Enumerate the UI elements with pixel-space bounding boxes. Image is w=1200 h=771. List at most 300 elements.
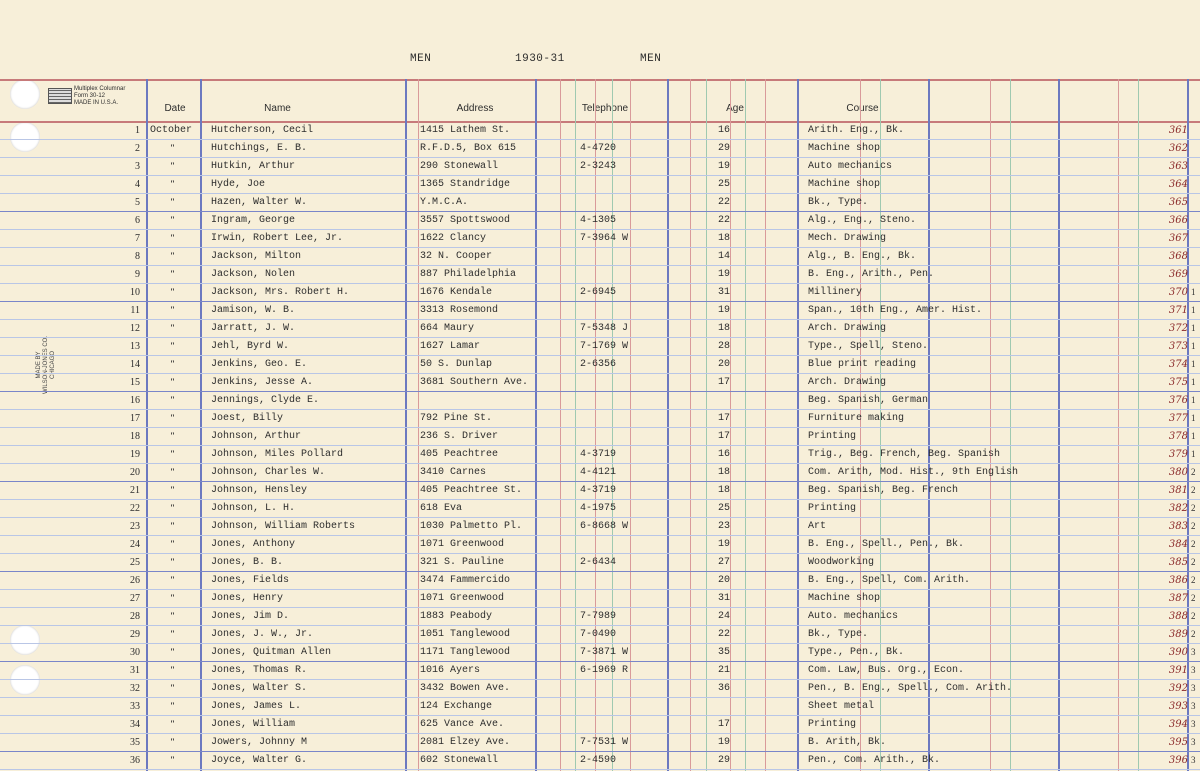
address-cell: 664 Maury: [420, 323, 475, 334]
name-cell: Jarratt, J. W.: [211, 323, 296, 334]
handwritten-record-number: 364: [1168, 179, 1188, 190]
course-cell: Furniture making: [808, 413, 905, 424]
name-cell: Jones, William: [211, 719, 296, 730]
table-row: [0, 229, 1200, 248]
ditto-mark: ": [170, 719, 175, 729]
course-cell: Arch. Drawing: [808, 323, 887, 334]
age-cell: 17: [718, 431, 731, 442]
handwritten-record-number: 388: [1168, 611, 1188, 622]
address-cell: 602 Stonewall: [420, 755, 499, 766]
table-row: [0, 751, 1200, 770]
age-cell: 23: [718, 521, 731, 532]
age-cell: 22: [718, 215, 731, 226]
age-cell: 21: [718, 665, 731, 676]
address-cell: 321 S. Pauline: [420, 557, 505, 568]
row-number: 30: [130, 647, 140, 658]
row-number: 5: [135, 197, 140, 208]
telephone-cell: 2-6434: [580, 557, 617, 568]
ditto-mark: ": [170, 701, 175, 711]
telephone-cell: 4-1305: [580, 215, 617, 226]
age-cell: 16: [718, 125, 731, 136]
row-number: 24: [130, 539, 140, 550]
age-cell: 22: [718, 197, 731, 208]
maker-line-3: CHICAGO: [50, 351, 56, 380]
edge-digit: 2: [1191, 539, 1196, 549]
ditto-mark: ": [170, 287, 175, 297]
row-number: 1: [135, 125, 140, 136]
telephone-cell: 7-3964 W: [580, 233, 629, 244]
age-cell: 18: [718, 233, 731, 244]
course-cell: Blue print reading: [808, 359, 917, 370]
name-cell: Jehl, Byrd W.: [211, 341, 290, 352]
course-cell: Com. Arith, Mod. Hist., 9th English: [808, 467, 1019, 478]
address-cell: 1365 Standridge: [420, 179, 511, 190]
row-number: 26: [130, 575, 140, 586]
edge-digit: 3: [1191, 665, 1196, 675]
column-header-band: [0, 79, 1200, 123]
course-cell: Pen., B. Eng., Spell., Com. Arith.: [808, 683, 1013, 694]
column-header-date: Date: [164, 103, 186, 114]
ditto-mark: ": [170, 305, 175, 315]
handwritten-record-number: 396: [1168, 755, 1188, 766]
row-number: 14: [130, 359, 140, 370]
course-cell: Beg. Spanish, German: [808, 395, 929, 406]
table-row: [0, 265, 1200, 284]
column-header-name: Name: [264, 103, 291, 114]
telephone-cell: 2-4590: [580, 755, 617, 766]
table-row: [0, 517, 1200, 536]
age-cell: 36: [718, 683, 731, 694]
edge-digit: 1: [1191, 413, 1196, 423]
address-cell: 887 Philadelphia: [420, 269, 517, 280]
table-row: [0, 193, 1200, 212]
row-number: 19: [130, 449, 140, 460]
course-cell: Machine shop: [808, 143, 881, 154]
row-number: 4: [135, 179, 140, 190]
handwritten-record-number: 366: [1168, 215, 1188, 226]
address-cell: 625 Vance Ave.: [420, 719, 505, 730]
row-number: 9: [135, 269, 140, 280]
age-cell: 17: [718, 377, 731, 388]
table-row: [0, 157, 1200, 176]
table-row: [0, 715, 1200, 734]
telephone-cell: 2-6356: [580, 359, 617, 370]
name-cell: Jennings, Clyde E.: [211, 395, 320, 406]
ditto-mark: ": [170, 611, 175, 621]
name-cell: Jones, Thomas R.: [211, 665, 308, 676]
address-cell: 3474 Fammercido: [420, 575, 511, 586]
address-cell: 405 Peachtree St.: [420, 485, 523, 496]
age-cell: 20: [718, 575, 731, 586]
ditto-mark: ": [170, 341, 175, 351]
row-number: 17: [130, 413, 140, 424]
column-header-address: Address: [456, 103, 494, 114]
course-cell: Printing: [808, 431, 857, 442]
name-cell: Hyde, Joe: [211, 179, 266, 190]
header-left-label: MEN: [410, 53, 432, 65]
name-cell: Jackson, Mrs. Robert H.: [211, 287, 350, 298]
course-cell: Sheet metal: [808, 701, 875, 712]
name-cell: Jowers, Johnny M: [211, 737, 308, 748]
name-cell: Jones, Anthony: [211, 539, 296, 550]
edge-digit: 1: [1191, 287, 1196, 297]
handwritten-record-number: 370: [1168, 287, 1188, 298]
telephone-cell: 7-7989: [580, 611, 617, 622]
handwritten-record-number: 365: [1168, 197, 1188, 208]
row-number: 34: [130, 719, 140, 730]
age-cell: 18: [718, 485, 731, 496]
course-cell: B. Arith, Bk.: [808, 737, 887, 748]
age-cell: 19: [718, 269, 731, 280]
edge-digit: 3: [1191, 683, 1196, 693]
handwritten-record-number: 382: [1168, 503, 1188, 514]
name-cell: Johnson, Miles Pollard: [211, 449, 344, 460]
form-line-1: Multiplex Columnar: [74, 86, 126, 92]
row-number: 23: [130, 521, 140, 532]
course-cell: Alg., B. Eng., Bk.: [808, 251, 917, 262]
handwritten-record-number: 362: [1168, 143, 1188, 154]
course-cell: B. Eng., Spell., Pen., Bk.: [808, 539, 965, 550]
name-cell: Johnson, William Roberts: [211, 521, 356, 532]
course-cell: Span., 10th Eng., Amer. Hist.: [808, 305, 983, 316]
edge-digit: 3: [1191, 701, 1196, 711]
age-cell: 16: [718, 449, 731, 460]
table-row: [0, 697, 1200, 716]
course-cell: B. Eng., Arith., Pen.: [808, 269, 935, 280]
course-cell: Arith. Eng., Bk.: [808, 125, 905, 136]
form-line-3: MADE IN U.S.A.: [74, 100, 119, 106]
row-number: 16: [130, 395, 140, 406]
table-row: [0, 535, 1200, 554]
ditto-mark: ": [170, 503, 175, 513]
ditto-mark: ": [170, 251, 175, 261]
ditto-mark: ": [170, 665, 175, 675]
address-cell: 1676 Kendale: [420, 287, 493, 298]
edge-digit: 2: [1191, 521, 1196, 531]
age-cell: 14: [718, 251, 731, 262]
name-cell: Jamison, W. B.: [211, 305, 296, 316]
age-cell: 19: [718, 737, 731, 748]
course-cell: Bk., Type.: [808, 197, 869, 208]
row-number: 20: [130, 467, 140, 478]
ditto-mark: ": [170, 233, 175, 243]
age-cell: 29: [718, 143, 731, 154]
form-label: [74, 86, 125, 107]
name-cell: Jones, Jim D.: [211, 611, 290, 622]
table-row: [0, 121, 1200, 140]
address-cell: 3681 Southern Ave.: [420, 377, 529, 388]
course-cell: Bk., Type.: [808, 629, 869, 640]
telephone-cell: 4-4720: [580, 143, 617, 154]
name-cell: Johnson, Arthur: [211, 431, 302, 442]
telephone-cell: 4-4121: [580, 467, 617, 478]
course-cell: Printing: [808, 503, 857, 514]
row-number: 11: [130, 305, 140, 316]
header-right-label: MEN: [640, 53, 662, 65]
ditto-mark: ": [170, 323, 175, 333]
address-cell: 1627 Lamar: [420, 341, 481, 352]
address-cell: 1071 Greenwood: [420, 593, 505, 604]
table-row: [0, 301, 1200, 320]
name-cell: Jones, Walter S.: [211, 683, 308, 694]
column-header-telephone: Telephone: [581, 103, 629, 114]
name-cell: Jenkins, Jesse A.: [211, 377, 314, 388]
table-row: [0, 139, 1200, 158]
telephone-cell: 7-3871 W: [580, 647, 629, 658]
table-row: [0, 355, 1200, 374]
table-row: [0, 733, 1200, 752]
telephone-cell: 7-0490: [580, 629, 617, 640]
row-number: 21: [130, 485, 140, 496]
address-cell: 1051 Tanglewood: [420, 629, 511, 640]
address-cell: 1622 Clancy: [420, 233, 487, 244]
handwritten-record-number: 368: [1168, 251, 1188, 262]
table-row: [0, 643, 1200, 662]
row-number: 7: [135, 233, 140, 244]
age-cell: 31: [718, 593, 731, 604]
age-cell: 18: [718, 323, 731, 334]
name-cell: Jones, Henry: [211, 593, 284, 604]
handwritten-record-number: 361: [1168, 125, 1188, 136]
handwritten-record-number: 376: [1168, 395, 1188, 406]
age-cell: 17: [718, 413, 731, 424]
ditto-mark: ": [170, 269, 175, 279]
address-cell: 50 S. Dunlap: [420, 359, 493, 370]
edge-digit: 2: [1191, 503, 1196, 513]
telephone-cell: 6-1969 R: [580, 665, 629, 676]
edge-digit: 2: [1191, 485, 1196, 495]
table-row: [0, 283, 1200, 302]
row-number: 6: [135, 215, 140, 226]
table-row: [0, 391, 1200, 410]
row-number: 35: [130, 737, 140, 748]
age-cell: 18: [718, 467, 731, 478]
name-cell: Jones, B. B.: [211, 557, 284, 568]
edge-digit: 2: [1191, 629, 1196, 639]
maker-line-1: MADE BY: [36, 351, 42, 379]
ditto-mark: ": [170, 683, 175, 693]
wilson-jones-logo-icon: [48, 88, 72, 104]
ditto-mark: ": [170, 377, 175, 387]
row-number: 12: [130, 323, 140, 334]
handwritten-record-number: 372: [1168, 323, 1188, 334]
age-cell: 24: [718, 611, 731, 622]
ditto-mark: ": [170, 557, 175, 567]
edge-digit: 2: [1191, 593, 1196, 603]
table-row: [0, 463, 1200, 482]
address-cell: 618 Eva: [420, 503, 463, 514]
table-row: [0, 337, 1200, 356]
address-cell: Y.M.C.A.: [420, 197, 469, 208]
handwritten-record-number: 381: [1168, 485, 1188, 496]
edge-digit: 2: [1191, 467, 1196, 477]
ditto-mark: ": [170, 593, 175, 603]
name-cell: Jones, James L.: [211, 701, 302, 712]
address-cell: 1883 Peabody: [420, 611, 493, 622]
edge-digit: 3: [1191, 647, 1196, 657]
name-cell: Hutcherson, Cecil: [211, 125, 314, 136]
course-cell: Machine shop: [808, 179, 881, 190]
handwritten-record-number: 369: [1168, 269, 1188, 280]
handwritten-record-number: 395: [1168, 737, 1188, 748]
row-number: 32: [130, 683, 140, 694]
age-cell: 35: [718, 647, 731, 658]
course-cell: Type., Pen., Bk.: [808, 647, 905, 658]
edge-digit: 2: [1191, 575, 1196, 585]
course-cell: Pen., Com. Arith., Bk.: [808, 755, 941, 766]
handwritten-record-number: 389: [1168, 629, 1188, 640]
address-cell: 2081 Elzey Ave.: [420, 737, 511, 748]
name-cell: Ingram, George: [211, 215, 296, 226]
column-header-age: Age: [726, 103, 744, 114]
row-number: 18: [130, 431, 140, 442]
course-cell: Beg. Spanish, Beg. French: [808, 485, 959, 496]
course-cell: Com. Law, Bus. Org., Econ.: [808, 665, 965, 676]
handwritten-record-number: 394: [1168, 719, 1188, 730]
age-cell: 29: [718, 755, 731, 766]
handwritten-record-number: 373: [1168, 341, 1188, 352]
edge-digit: 2: [1191, 611, 1196, 621]
handwritten-record-number: 385: [1168, 557, 1188, 568]
course-cell: Trig., Beg. French, Beg. Spanish: [808, 449, 1001, 460]
age-cell: 17: [718, 719, 731, 730]
handwritten-record-number: 392: [1168, 683, 1188, 694]
row-number: 3: [135, 161, 140, 172]
row-number: 2: [135, 143, 140, 154]
age-cell: 19: [718, 539, 731, 550]
ditto-mark: ": [170, 575, 175, 585]
table-row: [0, 679, 1200, 698]
handwritten-record-number: 380: [1168, 467, 1188, 478]
telephone-cell: 7-7531 W: [580, 737, 629, 748]
handwritten-record-number: 363: [1168, 161, 1188, 172]
table-row: [0, 499, 1200, 518]
address-cell: 1415 Lathem St.: [420, 125, 511, 136]
edge-digit: 1: [1191, 449, 1196, 459]
edge-digit: 1: [1191, 431, 1196, 441]
handwritten-record-number: 371: [1168, 305, 1188, 316]
course-cell: Alg., Eng., Steno.: [808, 215, 917, 226]
table-row: [0, 427, 1200, 446]
address-cell: R.F.D.5, Box 615: [420, 143, 517, 154]
name-cell: Joyce, Walter G.: [211, 755, 308, 766]
address-cell: 3432 Bowen Ave.: [420, 683, 511, 694]
ditto-mark: ": [170, 467, 175, 477]
address-cell: 32 N. Cooper: [420, 251, 493, 262]
ditto-mark: ": [170, 539, 175, 549]
edge-digit: 1: [1191, 305, 1196, 315]
course-cell: Arch. Drawing: [808, 377, 887, 388]
row-number: 22: [130, 503, 140, 514]
header-year: 1930-31: [515, 53, 565, 65]
ditto-mark: ": [170, 359, 175, 369]
address-cell: 1016 Ayers: [420, 665, 481, 676]
address-cell: 236 S. Driver: [420, 431, 499, 442]
ditto-mark: ": [170, 485, 175, 495]
row-number: 31: [130, 665, 140, 676]
name-cell: Jones, Fields: [211, 575, 290, 586]
ditto-mark: ": [170, 449, 175, 459]
handwritten-record-number: 375: [1168, 377, 1188, 388]
ditto-mark: ": [170, 197, 175, 207]
telephone-cell: 7-5348 J: [580, 323, 629, 334]
ditto-mark: ": [170, 521, 175, 531]
course-cell: Printing: [808, 719, 857, 730]
address-cell: 3557 Spottswood: [420, 215, 511, 226]
telephone-cell: 2-6945: [580, 287, 617, 298]
telephone-cell: 4-1975: [580, 503, 617, 514]
name-cell: Irwin, Robert Lee, Jr.: [211, 233, 344, 244]
table-row: [0, 211, 1200, 230]
ditto-mark: ": [170, 413, 175, 423]
course-cell: Auto. mechanics: [808, 611, 899, 622]
name-cell: Jones, J. W., Jr.: [211, 629, 314, 640]
column-header-course: Course: [846, 103, 879, 114]
name-cell: Johnson, Charles W.: [211, 467, 326, 478]
table-row: [0, 445, 1200, 464]
table-row: [0, 409, 1200, 428]
ditto-mark: ": [170, 647, 175, 657]
table-row: [0, 571, 1200, 590]
course-cell: Millinery: [808, 287, 863, 298]
table-row: [0, 481, 1200, 500]
handwritten-record-number: 377: [1168, 413, 1188, 424]
edge-digit: 3: [1191, 755, 1196, 765]
edge-digit: 2: [1191, 557, 1196, 567]
ditto-mark: ": [170, 161, 175, 171]
address-cell: 1071 Greenwood: [420, 539, 505, 550]
date-cell: October: [150, 125, 193, 136]
ditto-mark: ": [170, 143, 175, 153]
handwritten-record-number: 393: [1168, 701, 1188, 712]
handwritten-record-number: 383: [1168, 521, 1188, 532]
handwritten-record-number: 367: [1168, 233, 1188, 244]
course-cell: Type., Spell, Steno.: [808, 341, 929, 352]
handwritten-record-number: 384: [1168, 539, 1188, 550]
age-cell: 25: [718, 179, 731, 190]
telephone-cell: 7-1769 W: [580, 341, 629, 352]
edge-digit: 1: [1191, 341, 1196, 351]
ditto-mark: ": [170, 755, 175, 765]
address-cell: 290 Stonewall: [420, 161, 499, 172]
row-number: 29: [130, 629, 140, 640]
edge-digit: 3: [1191, 737, 1196, 747]
table-row: [0, 553, 1200, 572]
telephone-cell: 4-3719: [580, 485, 617, 496]
age-cell: 25: [718, 503, 731, 514]
telephone-cell: 2-3243: [580, 161, 617, 172]
address-cell: 1030 Palmetto Pl.: [420, 521, 523, 532]
name-cell: Jackson, Nolen: [211, 269, 296, 280]
age-cell: 22: [718, 629, 731, 640]
row-number: 10: [130, 287, 140, 298]
age-cell: 28: [718, 341, 731, 352]
address-cell: 3410 Carnes: [420, 467, 487, 478]
table-row: [0, 319, 1200, 338]
row-number: 13: [130, 341, 140, 352]
ditto-mark: ": [170, 395, 175, 405]
ditto-mark: ": [170, 737, 175, 747]
edge-digit: 1: [1191, 359, 1196, 369]
handwritten-record-number: 391: [1168, 665, 1188, 676]
telephone-cell: 4-3719: [580, 449, 617, 460]
maker-line-2: WILSON-JONES CO.: [43, 336, 49, 395]
row-number: 25: [130, 557, 140, 568]
name-cell: Jones, Quitman Allen: [211, 647, 332, 658]
age-cell: 19: [718, 305, 731, 316]
name-cell: Jackson, Milton: [211, 251, 302, 262]
address-cell: 124 Exchange: [420, 701, 493, 712]
